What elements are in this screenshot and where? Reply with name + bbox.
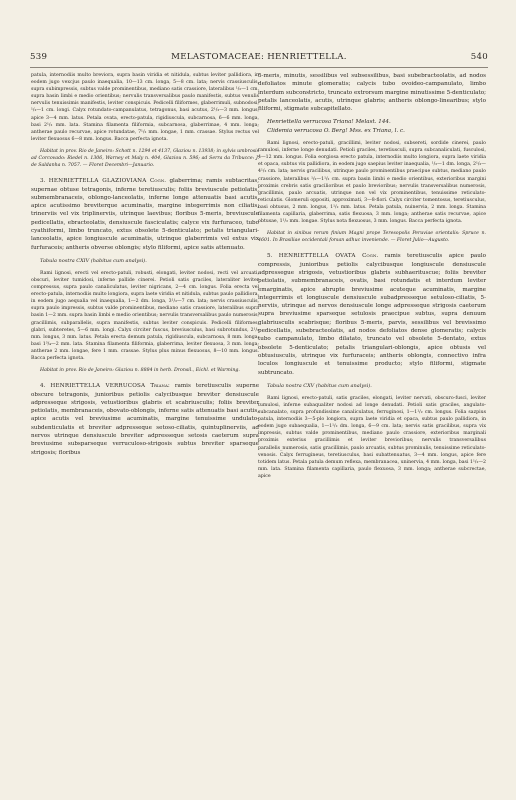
species-diagnosis: ramis teretiusculis apice paulo compressis, junioribus petiolis calycibusque longiuscule densiuscule adpressegue strigosis, vetustioribus glabris subhaerituscue; foliis breviter petiolatis, submembranaceis, ovatis, basi rotundatis et interdum leviter emarginatis, apice abrupte breviusime acuteque acuminatis, margine integerrimis et longiuscule densiuscule subadpresseque setuloso-ciliatis, 5-nerviis, utrinque ad nervos densiuscule longe adpresseque strigosis caeterum supra breviusime sparseque setulosis praecipue subtus, supra denuum glabriusculis scabrisque; floribus 5-meris, parvis, sessilibus vel brevissimo pedicellatis, subebracteolatis, ad nodos defoliatos dense glomeratis; calycis tubo campanulato, limbo dilatato, truncato vel obsolete 5-dentato, extus obsolete 5-denticulato; petalis triangulari-oblongis, apice obtusis vel obtusiusculis, utrinque vix furfuraceis; antheris oblongis, connectivo infra loculos longiuscule et tenuissime producto; stylo filiformi, stigmate subtruncato. (258, 253, 487, 376)
species-author: Cogn. (149, 178, 167, 185)
synonym: Clidemia verrucosa O. Berg! Mss. ex Triana, l. c. (267, 127, 405, 134)
continued-description: patula, internodiis multo breviora, supra basin viridia et nitidula, subtus leviter pallidiora, in eodem jugo vexcjus paulo inaequalia, 10—13 cm. longa, 5—8 cm. lata; nervis crassiusculis, supra subimpressis, subtus valde prominentibus, mediano satis crassiore, lateralibus ¹/₂—1 cm. supra basin limbi e medio orientibus; nervulis transversalibus paulo manifestis, subtus venulis nervulis tenuissimis manifestis, leviter conspicuis. Pedicelli filiformes, glaberrimuli, subnodosi, ¹/₂—1 cm. longi. Calyx rotundato-campanulatus, tetragonus, basi acutus, 2¹/₂—3 mm. longus, apice 3—4 mm. latus. Petala ovata, erecto-patula, rigidiuscula, subcarnosa, 6—6 mm. longa, basi 2¹/₂ mm. lata. Stamina filamenta filiformia, subcarnosa, glaberrimae, 4 mm. longa; antherae paulo recurvae, apice rotundatae, 7¹/₂ mm. longae, 1 mm. crassae. Stylus rectus vel leviter flexuosus 6—8 mm. longus. Bacca perfecta ignota. (31, 73, 259, 142)
species-number: 4. (40, 383, 46, 390)
species-diagnosis: ramis teretiusculis superne obscure tetragonis, junioribus petiolis calycibusque breviter densiuscule adpresseque strigosis, vetustioribus glabris et scabriusculis; foliis breviter petiolatis, membranaceis, obovato-oblongis, inferne satis attenuatis basi acutis, apice acutis vel breviusime acuminatis, margine tenuissime undulato-subdenticulatis et breviter adpresseque setoso-ciliatis, quintuplinerviis, ad nervos utrinque densiuscule breviter adpresseque setosis caeterum supra breviusime subsparseque verruculoso-strigosis subtus breviter sparseque strigosis; floribus (31, 383, 260, 456)
species-diagnosis: glaberrima; ramis subtacritas, supernae obtuse tetragonis, inferne teretiusculis; foliis breviuscule petiolatis, submembranaceis, oblongo-lanceolatis, inferne longe attenuatis basi acutis, apice acutissimo breviterque acuminatis, margine integerrimis non ciliatis, trinerviis vel vix triplinerviis, utrinque laevibus; floribus 5-meris, breviuscule pedicellatis, ebracteolatis, densiuscule fasciculatis; calyce vix furfuraceo, tubo cyathiformi, limbo truncato, extus obsolete 5-denticulato; petalis triangulari-lanceolatis, apice longiuscule acuminatis, utrinque glaberrimis vel extus vix furfuraceis; antheris obverse oblongis; stylo filiformi, apice satis attenuato. (31, 178, 260, 251)
species-description: Rami lignosi, erecto-patuli, satis graciles, elongati, leviter nervati, obscuro-fusci, leviter tumulosi, inferne subaqualiter nodosi ad longe denudati. Petioli satis graciles, angulato-subcanalato, supra profundissime canaliculatus, ferruginosi, 1—1¹/₂ cm. longus. Folia sazpius patula, internodiis 3—5-plo longiora, supra laete viridia et opaca, subtus paulo pallidiora, in eodem jugo subaequalia, 1—1¹/₂ dm. longa, 6—9 cm. lata; nervis satis gracilibus, supra vix impressis, subtus valde prominentibus, mediano paulo crassiore, exterioribus marginali proximis exterius gracillimis et leviter brevioribus; nervulis transversalibus parallelis_numerosis, satis gracillimis, paulo arcuatis, subtus prominulis, tenuissime reticulato-venosis. Calyx ferrugineus, teretiusculus, basi subattenuatus, 3—4 mm. longus, apice fere totidem latus. Petala patula demum reflexa, membranacea, uninervia, 4 mm. longa, basi 1¹/₂—2 mm. lata. Stamina filamenta capillaria, paulo flexuosa, 3 mm. longa; antherae subcrectae, apice (258, 395, 486, 479)
species-name: HENRIETTELLA GLAZIOVIANA (48, 178, 147, 185)
species-5-heading (258, 252, 486, 376)
plate-reference: Tabula nostra CXIV (habitus cum analysi). (40, 257, 147, 264)
header-rule (30, 67, 488, 68)
species-number: 3. (40, 178, 46, 185)
species-description: Rami lignosi, erecti vel erecto-patuli, robusti, elongati, leviter nodosi, recti vel arcuati, obscuri, leviter tumidosi, inferne pallide cinerei. Petioli satis graciles, lateraliter leviter compressus, supra paulo canaliculatus, leviter nigricans, 2—4 cm. longus. Folia erecta vel erecto-patula, internodiis multo longiora, supra laete viridia et nitidula, subtus paulo pallidiora, in eodem jugo aequalia vel inaequalia, 1—2 dm. longa, 3¹/₂—7 cm. lata; nervis crassiusculis, supra paulo impressis, subtus valde prominentibus, mediano satis crassiore, lateralibus supra basin 1—2 mm. supra basin limbi e medio orientibus; nervulis transversalibus paulo numerosis, gracillimis, subparallelis, supra manifestis, subtus leviter conspicuis. Pedicelli filiformes, glabri, subteretes, 5—6 mm. longi. Calyx circiter fuscus, breviusculus, basi subrotundus, 2¹/₂ mm. longus, 3 mm. latus. Petala erecta demum patula, rigidiuscula, subcarnosa, 8 mm. longa, basi 1³/₄—2 mm. lata. Stamina filamenta filiformia, glaberrima, leviter flexuosa, 3 mm. longa; antherae 2 mm. longae, fere 1 mm. crassae. Stylus plus minus flexuosus, 8—10 mm. longus. Bacca perfecta ignota. (31, 270, 259, 362)
species-author: Cogn. (362, 253, 379, 260)
right-column (258, 72, 486, 480)
species-name: HENRIETTELLA OVATA (278, 253, 356, 260)
left-column (31, 72, 259, 457)
species-3-heading (31, 177, 259, 252)
page-header (30, 52, 488, 66)
species-description: Rami lignosi, erecto-patuli, gracillimi, leviter nodosi, subsereti, sordide cinerei, paulo ramulosi, inferne longe denudati. Petioli graciles, teretiusculi, supra subcanaliculati, fusculosi, 4—12 mm. longus. Folia eorgiosa erecto patula, internodiis multo longiora, supra laete viridia et opaca, subtus vix pallidiora, in eodem jugo saepius leviter inaequalia, ¹/₂—1 dm. longa, 2¹/₂—4¹/₂ cm. lata; nervis gracilibus, utrinque paulo prominentibus praecipue subtus, mediano paulo crassiore, lateralibus ¹/₂—1¹/₂ cm. supra basin limbi e medio orientibus, exterioribus margini proximis crebris satis gracilioribus et paulo brevioribus; nervulis transversalibus numerosis, gracillimis, paulo arcuatis, utrinque non vel vix prominentibus, tenuissime reticulato-reticulatis. Glomeruli oppositi, approximati, 3—8-flori. Calyx circiter tomentosus, teretiusculus, basi obtusus, 2 mm. longus, 1¹/₂ mm. latus. Petala patula, nuinervia, 2 mm. longa. Stamina filamenta capillaria, glaberrima, satis flexuosa, 3 mm. longa; antherae satis recurvae, apice obtusae, 1¹/₂ mm. longae. Stylus nota flexuosus, 3 mm. longus. Bacca perfecta ignota. (258, 141, 486, 225)
page-number-left: 539 (30, 52, 48, 62)
continued-diagnosis: 5-meris, minutis, sessilibus vel subsessilibus, basi subebracteolatis, ad nodos defoliatos minute glomeratis; calycis tubo ovoideo-campanulato, limbo interdum subconstricto, truncato extrorsum margine minutissime 5-denticulato; petalis lanceolatis, acutis, utrinque glabris; antheris oblongo-linearibus; stylo filiformi, stigmate subcapitellato. (258, 73, 486, 113)
species-number: 5. (267, 253, 273, 260)
synonym: Henriettella verrucosa Triana! Melast. 144. (267, 119, 391, 126)
page-number-right: 540 (470, 52, 488, 62)
habitat-note: Habitat in sinibus rerum finium Magni prope Teresopolis Peruviae orientalis: Spruce n. 4601. In Brasiliae occidentali forsan adhuc inveniende. — Floret Julio—Augusto. (258, 231, 486, 244)
plate-reference: Tabula nostra CXV (habitus cum analysi). (267, 382, 372, 389)
species-author: Triana: (150, 383, 170, 390)
species-name: HENRIETTELLA VERRUCOSA (50, 383, 146, 390)
habitat-note: Habitat in prov. Rio de Janeiro: Glaziou n. 8884 in herb. Dronsil., Eichl. et Warming. (40, 368, 240, 374)
species-4-heading (31, 382, 259, 457)
running-title: MELASTOMACEAE: HENRIETTELLA. (171, 52, 347, 62)
habitat-note: Habitat in prov. Rio de Janeiro: Schott n. 1294 et 4137, Glaziou n. 13938; in sylvis umbrosis ad Corcovado: Riedel n. 1306, Warney et Maly n. 404, Glaziou n. 596; ad Serra da Tribucce: J. de Saldanha n. 7057. — Floret Decembri—Januario. (31, 148, 259, 169)
